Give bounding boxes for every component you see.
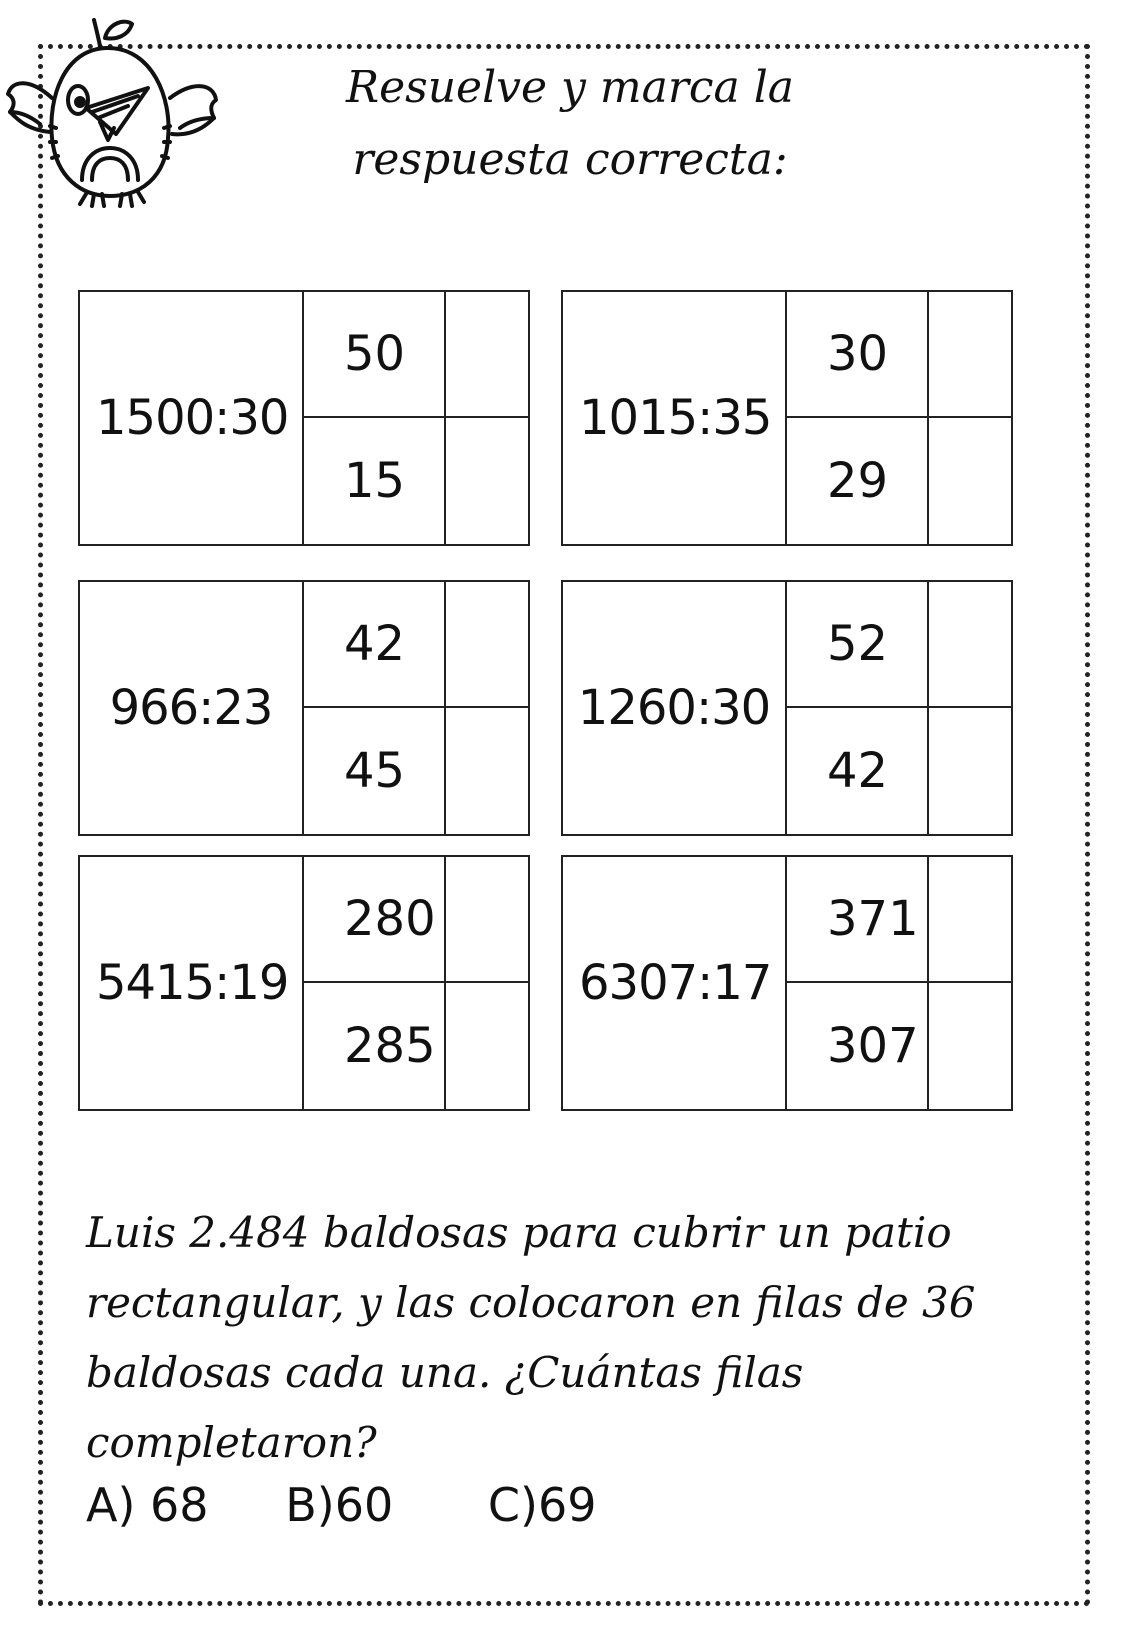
answer-checkbox[interactable] — [446, 292, 528, 418]
bird-mascot-icon — [0, 8, 225, 208]
answer-checkbox[interactable] — [929, 708, 1011, 834]
answer-option: 15 — [304, 418, 446, 544]
answer-option: 42 — [787, 708, 929, 834]
answer-checkbox[interactable] — [929, 292, 1011, 418]
word-problem-answers — [86, 1478, 596, 1532]
answer-option: 52 — [787, 582, 929, 708]
answer-option: 45 — [304, 708, 446, 834]
title-line-2: respuesta correcta: — [352, 134, 788, 185]
division-expression: 6307:17 — [563, 857, 787, 1109]
exercise-box-6 — [561, 855, 1013, 1111]
exercise-box-3 — [78, 580, 530, 836]
exercise-box-4 — [561, 580, 1013, 836]
answer-checkbox[interactable] — [446, 708, 528, 834]
answer-checkbox[interactable] — [929, 857, 1011, 983]
answer-option: 42 — [304, 582, 446, 708]
division-expression: 1260:30 — [563, 582, 787, 834]
answer-choice-a[interactable]: A) 68 — [86, 1478, 209, 1532]
exercise-box-1 — [78, 290, 530, 546]
page-title — [250, 52, 890, 196]
title-line-1: Resuelve y marca la — [345, 62, 795, 113]
answer-checkbox[interactable] — [446, 857, 528, 983]
answer-option: 371 — [787, 857, 929, 983]
answer-option: 50 — [304, 292, 446, 418]
exercise-box-5 — [78, 855, 530, 1111]
answer-option: 29 — [787, 418, 929, 544]
answer-option: 280 — [304, 857, 446, 983]
answer-option: 307 — [787, 983, 929, 1109]
answer-checkbox[interactable] — [446, 582, 528, 708]
answer-choice-c[interactable]: C)69 — [487, 1478, 597, 1532]
exercise-box-2 — [561, 290, 1013, 546]
answer-checkbox[interactable] — [446, 418, 528, 544]
answer-checkbox[interactable] — [929, 582, 1011, 708]
division-expression: 1500:30 — [80, 292, 304, 544]
answer-checkbox[interactable] — [929, 418, 1011, 544]
answer-option: 30 — [787, 292, 929, 418]
answer-option: 285 — [304, 983, 446, 1109]
division-expression: 966:23 — [80, 582, 304, 834]
division-expression: 1015:35 — [563, 292, 787, 544]
answer-checkbox[interactable] — [929, 983, 1011, 1109]
word-problem-text: Luis 2.484 baldosas para cubrir un patio rectangular, y las colocaron en filas de 36 baldosas cada una. ¿Cuántas filas completaron? — [86, 1208, 976, 1467]
answer-choice-b[interactable]: B)60 — [285, 1478, 394, 1532]
division-expression: 5415:19 — [80, 857, 304, 1109]
answer-checkbox[interactable] — [446, 983, 528, 1109]
